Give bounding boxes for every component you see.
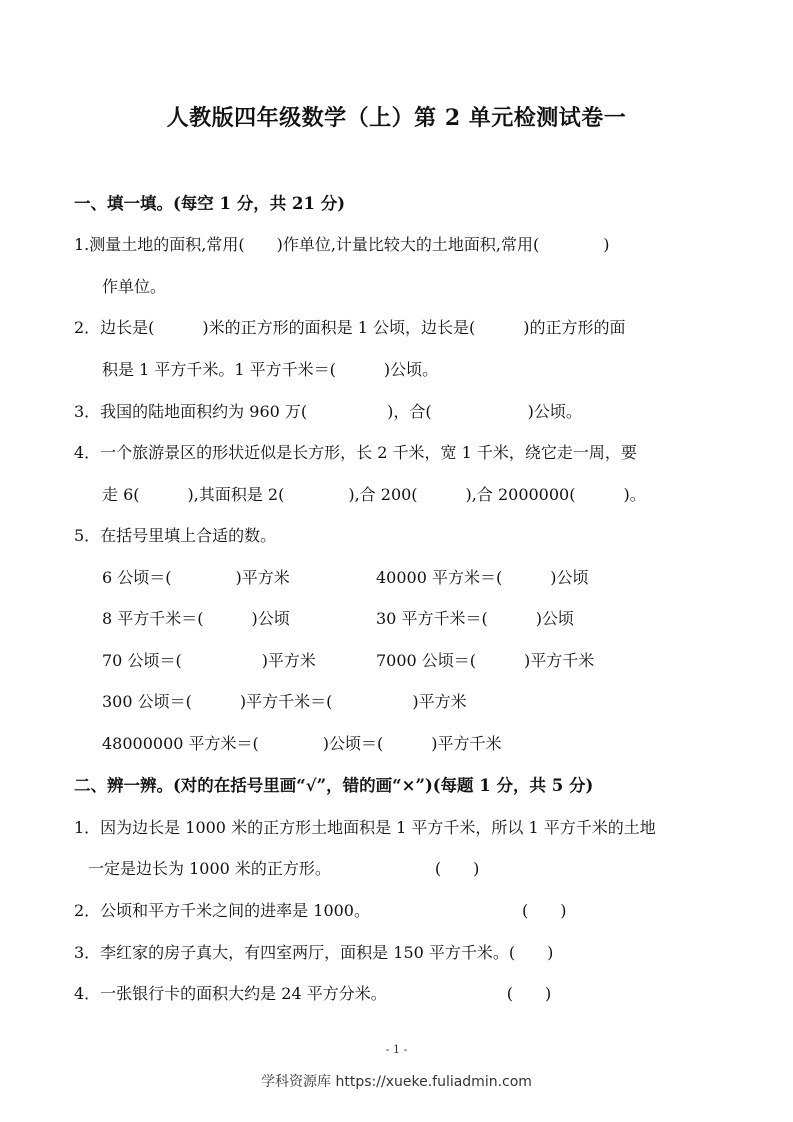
q5-item: 70 公顷＝( )平方米 (102, 651, 316, 670)
q5-item: 7000 公顷＝( )平方千米 (376, 651, 595, 670)
question-3: 3．我国的陆地面积约为 960 万( )，合( )公顷。 (74, 402, 582, 421)
judge-2: 2．公顷和平方千米之间的进率是 1000。 ( ) (74, 901, 567, 920)
question-4-line-2: 走 6( ),其面积是 2( ),合 200( ),合 2000000( )。 (102, 485, 646, 504)
question-5: 5．在括号里填上合适的数。 (74, 526, 277, 545)
judge-1-line-1: 1．因为边长是 1000 米的正方形土地面积是 1 平方千米，所以 1 平方千米的土地 (74, 818, 656, 837)
q5-item: 6 公顷＝( )平方米 (102, 568, 290, 587)
judge-1-line-2: 一定是边长为 1000 米的正方形。 ( ) (88, 859, 480, 878)
q5-item: 8 平方千米＝( )公顷 (102, 609, 290, 628)
q5-item: 40000 平方米＝( )公顷 (376, 568, 589, 587)
section-2-heading: 二、辨一辨。(对的在括号里画“√”，错的画“×”)(每题 1 分，共 5 分) (74, 776, 594, 795)
q5-item: 300 公顷＝( )平方千米＝( )平方米 (102, 692, 467, 711)
question-2-line-1: 2．边长是( )米的正方形的面积是 1 公顷，边长是( )的正方形的面 (74, 318, 626, 337)
section-1-heading: 一、填一填。(每空 1 分，共 21 分) (74, 194, 346, 213)
question-4-line-1: 4．一个旅游景区的形状近似是长方形，长 2 千米，宽 1 千米，绕它走一周，要 (74, 443, 637, 462)
question-1-line-1: 1.测量土地的面积,常用( )作单位,计量比较大的土地面积,常用( ) (74, 235, 610, 254)
q5-item: 48000000 平方米＝( )公顷＝( )平方千米 (102, 734, 502, 753)
footer-watermark: 学科资源库 https://xueke.fuliadmin.com (261, 1074, 532, 1090)
q5-item: 30 平方千米＝( )公顷 (376, 609, 574, 628)
page-title: 人教版四年级数学（上）第 2 单元检测试卷一 (166, 105, 627, 131)
judge-4: 4．一张银行卡的面积大约是 24 平方分米。 ( ) (74, 984, 552, 1003)
judge-3: 3．李红家的房子真大，有四室两厅，面积是 150 平方千米。( ) (74, 943, 554, 962)
question-2-line-2: 积是 1 平方千米。1 平方千米＝( )公顷。 (102, 360, 439, 379)
question-1-line-2: 作单位。 (102, 277, 167, 296)
page-number: - 1 - (385, 1043, 408, 1056)
